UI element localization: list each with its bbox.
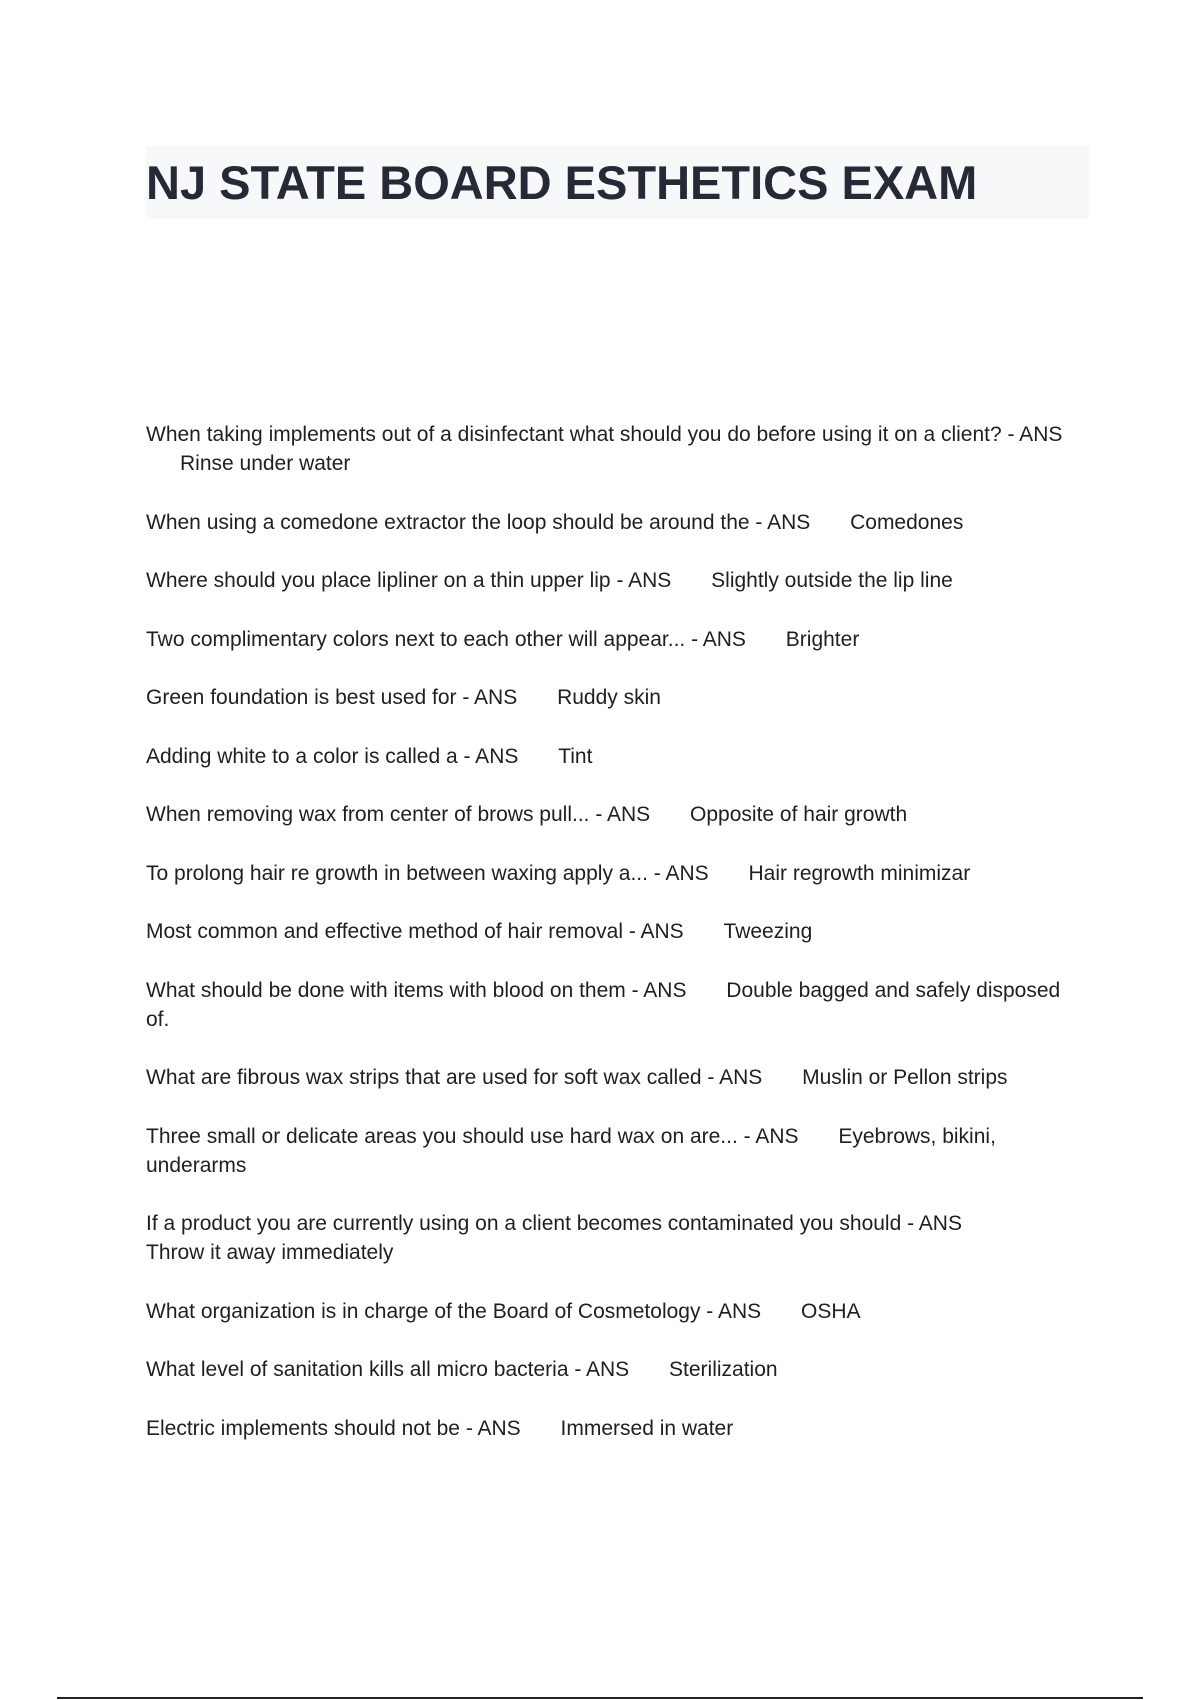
qa-item — [146, 1355, 1076, 1384]
question-text: Green foundation is best used for - ANS — [146, 686, 518, 709]
qa-item — [146, 859, 1076, 888]
qa-item — [146, 976, 1076, 1034]
qa-item — [146, 1297, 1076, 1326]
qa-item — [146, 1122, 1076, 1180]
question-text: Where should you place lipliner on a thin upper lip - ANS — [146, 569, 672, 592]
answer-text: Rinse under water — [180, 452, 351, 475]
answer-text: Double bagged and safely disposed of. — [146, 978, 1061, 1031]
question-text: Two complimentary colors next to each other will appear... - ANS — [146, 627, 746, 651]
question-text: What level of sanitation kills all micro bacteria - ANS — [146, 1358, 630, 1381]
answer-text: Eyebrows, bikini, underarms — [146, 1124, 996, 1177]
qa-item — [146, 1414, 1076, 1443]
question-text: What should be done with items with blood on them - ANS — [146, 978, 687, 1002]
question-text: If a product you are currently using on a client becomes contaminated you should - ANS — [146, 1212, 962, 1235]
qa-item — [146, 1063, 1076, 1092]
question-text: What organization is in charge of the Board of Cosmetology - ANS — [146, 1299, 762, 1323]
question-text: When using a comedone extractor the loop should be around the - ANS — [146, 510, 811, 534]
answer-text: OSHA — [801, 1299, 861, 1323]
answer-text: Tint — [558, 744, 593, 768]
answer-text: Opposite of hair growth — [690, 803, 908, 826]
question-text: To prolong hair re growth in between waxing apply a... - ANS — [146, 861, 709, 885]
qa-list — [146, 420, 1076, 1472]
qa-item — [146, 683, 1076, 712]
qa-item — [146, 742, 1076, 771]
document-title: NJ STATE BOARD ESTHETICS EXAM — [146, 156, 978, 209]
qa-item — [146, 625, 1076, 654]
qa-item — [146, 917, 1076, 946]
answer-text: Slightly outside the lip line — [711, 569, 953, 592]
answer-text: Comedones — [850, 510, 964, 534]
question-text: Most common and effective method of hair removal - ANS — [146, 920, 684, 943]
footer-divider — [57, 1697, 1143, 1699]
answer-text: Tweezing — [723, 920, 813, 943]
answer-text: Ruddy skin — [557, 686, 661, 709]
qa-item — [146, 800, 1076, 829]
question-text: When taking implements out of a disinfectant what should you do before using it on a client? - ANS — [146, 423, 1063, 446]
question-text: When removing wax from center of brows pull... - ANS — [146, 803, 651, 826]
answer-text: Muslin or Pellon strips — [802, 1066, 1008, 1089]
title-banner — [146, 146, 1089, 219]
answer-text: Sterilization — [669, 1358, 778, 1381]
question-text: What are fibrous wax strips that are used for soft wax called - ANS — [146, 1066, 763, 1089]
qa-item — [146, 1209, 1076, 1267]
question-text: Three small or delicate areas you should use hard wax on are... - ANS — [146, 1124, 799, 1148]
qa-item — [146, 420, 1076, 478]
question-text: Adding white to a color is called a - ANS — [146, 744, 519, 768]
answer-text: Immersed in water — [560, 1416, 734, 1440]
answer-text: Brighter — [785, 627, 860, 651]
answer-text: Hair regrowth minimizar — [748, 861, 971, 885]
question-text: Electric implements should not be - ANS — [146, 1416, 521, 1440]
answer-text: Throw it away immediately — [146, 1241, 394, 1264]
qa-item — [146, 566, 1076, 595]
qa-item — [146, 508, 1076, 537]
